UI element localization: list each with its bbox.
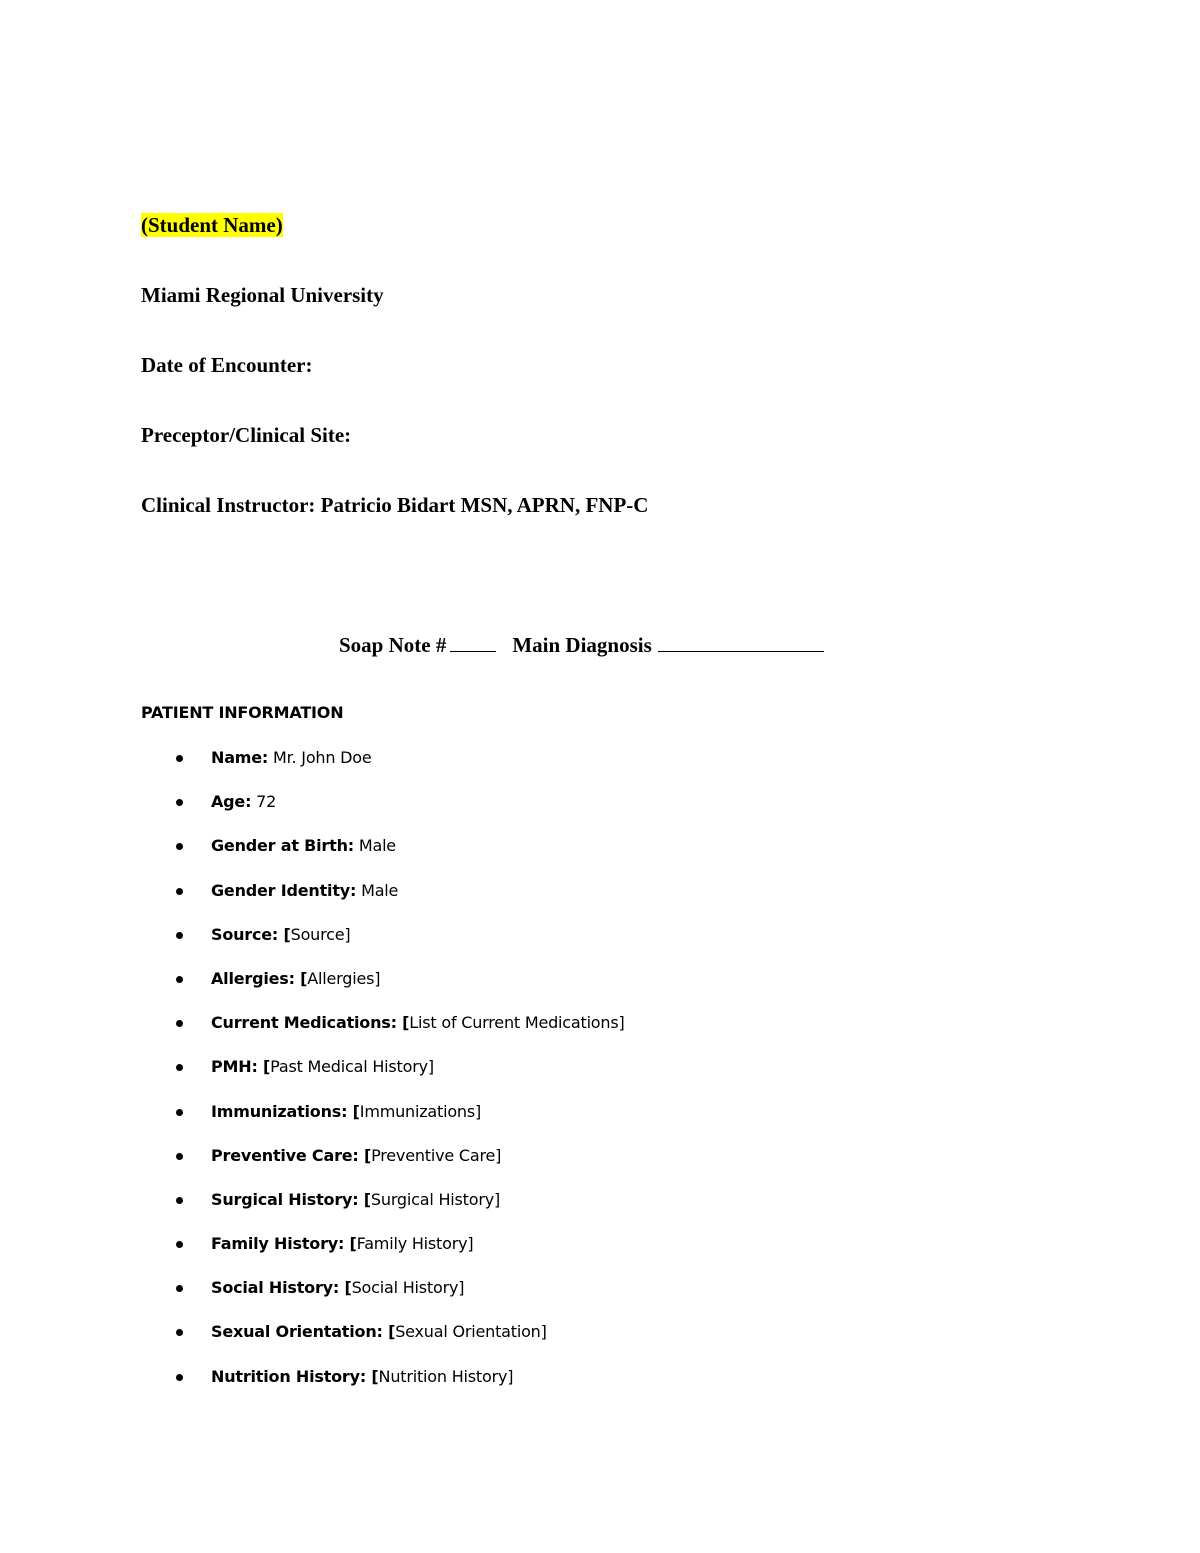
list-item — [0, 1233, 1200, 1277]
student-name-placeholder: (Student Name) — [141, 213, 283, 237]
list-item — [0, 1366, 1200, 1410]
item-value: Male — [356, 880, 399, 900]
item-label: Social History: [ — [211, 1278, 352, 1298]
item-label: Surgical History: [ — [211, 1189, 371, 1209]
item-label: Age: — [211, 792, 252, 812]
item-label: Nutrition History: [ — [211, 1366, 379, 1386]
list-item — [0, 880, 1200, 924]
bullet-icon — [176, 1374, 183, 1381]
list-item — [0, 1277, 1200, 1321]
item-label: Immunizations: [ — [211, 1101, 360, 1121]
bullet-icon — [176, 1197, 183, 1204]
bullet-icon — [176, 1153, 183, 1160]
preceptor-site-label: Preceptor/Clinical Site: — [141, 423, 352, 447]
item-label: Gender Identity: — [211, 880, 357, 900]
patient-information-list — [0, 747, 1200, 1410]
bullet-icon — [176, 1109, 183, 1116]
item-label: Gender at Birth: — [211, 836, 354, 856]
item-label: Source: [ — [211, 924, 291, 944]
item-value: Family History] — [356, 1234, 474, 1254]
item-label: Family History: [ — [211, 1234, 357, 1254]
item-value: 72 — [251, 792, 277, 812]
item-value: Surgical History] — [370, 1189, 501, 1209]
bullet-icon — [176, 1329, 183, 1336]
item-label: Sexual Orientation: [ — [211, 1322, 396, 1342]
bullet-icon — [176, 1285, 183, 1292]
bullet-icon — [176, 1064, 183, 1071]
list-item — [0, 747, 1200, 791]
bullet-icon — [176, 843, 183, 850]
main-diagnosis-blank — [658, 633, 824, 652]
item-value: Source] — [290, 924, 351, 944]
list-item — [0, 1189, 1200, 1233]
item-label: Preventive Care: [ — [211, 1145, 372, 1165]
item-value: Nutrition History] — [378, 1366, 514, 1386]
list-item — [0, 1012, 1200, 1056]
item-value: Mr. John Doe — [268, 748, 372, 767]
bullet-icon — [176, 1241, 183, 1248]
item-value: Allergies] — [307, 968, 381, 988]
item-label: PMH: [ — [211, 1057, 271, 1077]
item-value: Past Medical History] — [270, 1057, 434, 1077]
bullet-icon — [176, 976, 183, 983]
soap-heading — [339, 633, 824, 657]
student-name-line — [141, 213, 283, 237]
list-item — [0, 835, 1200, 879]
clinical-instructor-line: Clinical Instructor: Patricio Bidart MSN, APRN, FNP-C — [141, 493, 649, 517]
item-value: List of Current Medications] — [409, 1013, 625, 1033]
university-name: Miami Regional University — [141, 283, 384, 307]
item-label: Name: — [211, 748, 269, 767]
list-item — [0, 1056, 1200, 1100]
item-label: Allergies: [ — [211, 968, 308, 988]
list-item — [0, 791, 1200, 835]
item-value: Male — [353, 836, 396, 856]
list-item — [0, 924, 1200, 968]
date-of-encounter-label: Date of Encounter: — [141, 353, 313, 377]
soap-note-number-blank — [450, 633, 496, 652]
soap-note-label: Soap Note # — [339, 633, 447, 657]
bullet-icon — [176, 755, 183, 762]
bullet-icon — [176, 1020, 183, 1027]
item-value: Preventive Care] — [371, 1145, 502, 1165]
bullet-icon — [176, 932, 183, 939]
item-value: Social History] — [351, 1278, 465, 1298]
list-item — [0, 1321, 1200, 1365]
list-item — [0, 1145, 1200, 1189]
bullet-icon — [176, 799, 183, 806]
bullet-icon — [176, 888, 183, 895]
patient-information-heading: PATIENT INFORMATION — [141, 703, 344, 722]
main-diagnosis-label: Main Diagnosis — [512, 633, 652, 657]
list-item — [0, 968, 1200, 1012]
list-item — [0, 1101, 1200, 1145]
item-value: Sexual Orientation] — [395, 1322, 547, 1342]
item-label: Current Medications: [ — [211, 1013, 410, 1033]
item-value: Immunizations] — [359, 1101, 482, 1121]
